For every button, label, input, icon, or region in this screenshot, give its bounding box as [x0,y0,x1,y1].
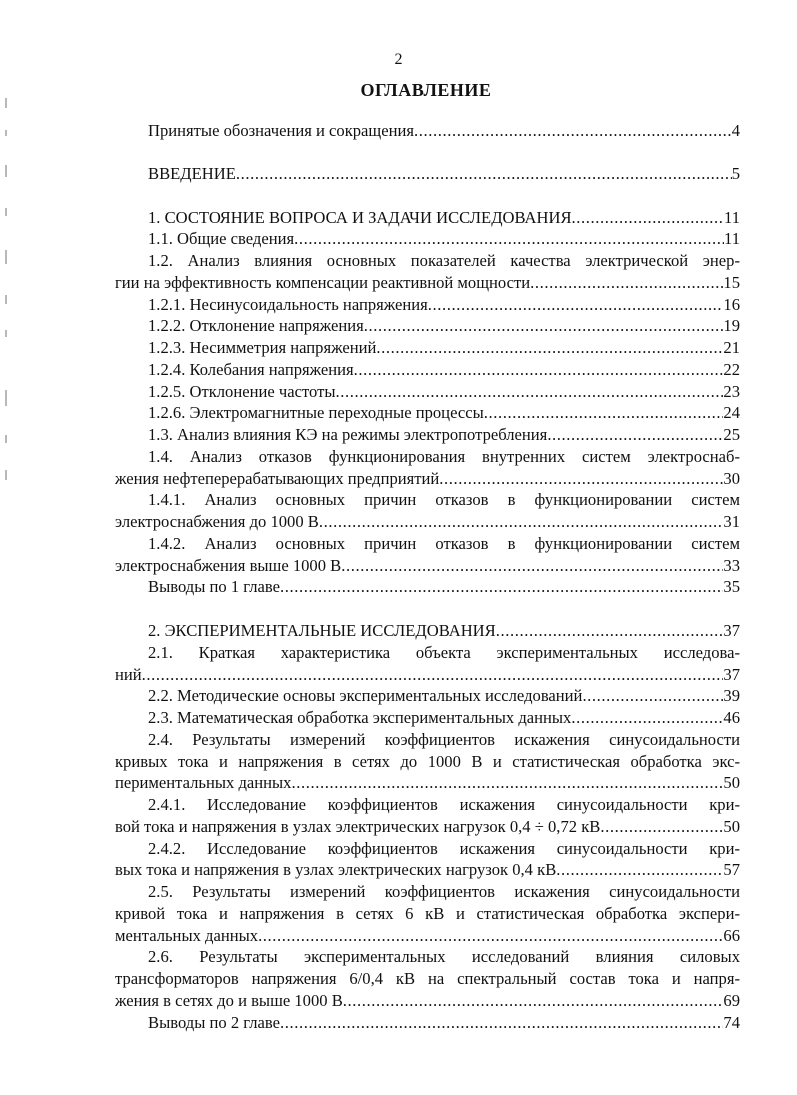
toc-page-number: 30 [723,468,740,488]
toc-entry-2-4-line2[interactable]: кривых тока и напряжения в сетях до 1000 В и статистическая обработка экс- [115,751,740,771]
toc-entry-introduction[interactable]: ВВЕДЕНИЕ ..... 5 [115,163,740,185]
toc-page-number: 37 [723,621,740,640]
toc-entry-2-4-line3[interactable]: периментальных данных ..... 50 [115,772,740,794]
toc-entry-1-2-line2[interactable]: гии на эффективность компенсации реактивной мощности ..... 15 [115,272,740,294]
leader-dots [496,620,724,642]
toc-page-number: 19 [723,316,740,336]
toc-entry-2-6-line2[interactable]: трансформаторов напряжения 6/0,4 кВ на спектральный состав тока и напря- [115,969,740,988]
toc-entry-1-3[interactable]: 1.3. Анализ влияния КЭ на режимы электропотребления ..... 25 [115,424,740,446]
toc-entry-2-2[interactable]: 2.2. Методические основы экспериментальных исследований ..... 39 [115,685,740,707]
leader-dots [530,272,723,294]
leader-dots [547,424,723,446]
toc-entry-conclusions-1[interactable]: Выводы по 1 главе ..... 35 [115,576,740,598]
toc-page-number: 31 [723,512,740,531]
toc-entry-2-4-2-line2[interactable]: вых тока и напряжения в узлах электрических нагрузок 0,4 кВ ..... 57 [115,859,740,881]
toc-entry-2-4-1-line2[interactable]: вой тока и напряжения в узлах электрических нагрузок 0,4 ÷ 0,72 кВ ..... 50 [115,816,740,838]
toc-page-number: 57 [723,860,740,880]
toc-entry-2-3[interactable]: 2.3. Математическая обработка экспериментальных данных ..... 46 [115,707,740,729]
toc-page-number: 15 [723,272,740,292]
toc-page-number: 11 [724,207,740,227]
toc-entry-2-4-line1[interactable]: 2.4. Результаты измерений коэффициентов искажения синусоидальности [148,729,740,749]
toc-entry-conclusions-2[interactable]: Выводы по 2 главе ..... 74 [115,1012,740,1034]
leader-dots [376,337,723,359]
leader-dots [280,1012,723,1034]
toc-entry-2-5-line3[interactable]: ментальных данных ..... 66 [115,925,740,947]
scan-edge-marks [0,90,14,490]
toc-entry-2-5-line2[interactable]: кривой тока и напряжения в сетях 6 кВ и статистическая обработка экспери- [115,903,740,923]
leader-dots [294,228,724,250]
toc-entry-chapter-2[interactable]: 2. ЭКСПЕРИМЕНТАЛЬНЫЕ ИССЛЕДОВАНИЯ ..... 37 [115,620,740,642]
toc-page-number: 23 [723,381,740,401]
toc-page-number: 37 [723,664,740,684]
toc-page-number: 39 [723,686,740,706]
leader-dots [319,511,724,533]
toc-entry-1-4-1-line1[interactable]: 1.4.1. Анализ основных причин отказов в функционировании систем [148,490,740,510]
toc-entry-1-1[interactable]: 1.1. Общие сведения ..... 11 [115,228,740,250]
toc-page-number: 16 [723,294,740,314]
leader-dots [572,207,724,229]
toc-entry-chapter-1[interactable]: 1. СОСТОЯНИЕ ВОПРОСА И ЗАДАЧИ ИССЛЕДОВАНИЯ ..... 11 [115,207,740,229]
toc-page-number: 25 [723,425,740,444]
toc-entry-1-2-3[interactable]: 1.2.3. Несимметрия напряжений ..... 21 [115,337,740,359]
toc-page-number: 24 [723,403,740,423]
leader-dots [556,859,723,881]
toc-entry-2-6-line3[interactable]: жения в сетях до и выше 1000 В ..... 69 [115,990,740,1012]
leader-dots [484,402,724,424]
toc-title: ОГЛАВЛЕНИЕ [360,80,492,100]
leader-dots [280,576,723,598]
toc-entry-1-4-1-line2[interactable]: электроснабжения до 1000 В ..... 31 [115,511,740,533]
toc-page-number: 5 [731,163,740,183]
leader-dots [354,359,724,381]
leader-dots [258,925,723,947]
toc-entry-1-4-line1[interactable]: 1.4. Анализ отказов функционирования внутренних систем электроснаб- [148,446,740,466]
toc-page-number: 33 [723,555,740,575]
toc-entry-1-2-4[interactable]: 1.2.4. Колебания напряжения ..... 22 [115,359,740,381]
toc-entry-2-6-line1[interactable]: 2.6. Результаты экспериментальных исследований влияния силовых [148,947,740,967]
toc-page-number: 50 [723,773,740,793]
table-of-contents [115,120,740,1033]
toc-page-number: 50 [723,816,740,836]
leader-dots [364,315,724,337]
toc-entry-1-4-line2[interactable]: жения нефтеперерабатывающих предприятий ..... 30 [115,468,740,490]
leader-dots [291,772,723,794]
toc-entry-1-2-6[interactable]: 1.2.6. Электромагнитные переходные процессы ..... 24 [115,402,740,424]
leader-dots [335,381,723,403]
leader-dots [142,664,724,686]
toc-entry-1-2-5[interactable]: 1.2.5. Отклонение частоты ..... 23 [115,381,740,403]
toc-entry-1-4-2-line2[interactable]: электроснабжения выше 1000 В ..... 33 [115,555,740,577]
leader-dots [341,555,723,577]
toc-page-number: 66 [723,925,740,945]
toc-entry-notation[interactable]: Принятые обозначения и сокращения ..... 4 [115,120,740,142]
toc-entry-2-1-line2[interactable]: ний ..... 37 [115,664,740,686]
leader-dots [236,163,732,185]
toc-page-number: 11 [724,229,740,249]
toc-entry-1-2-1[interactable]: 1.2.1. Несинусоидальность напряжения ..... 16 [115,294,740,316]
leader-dots [571,707,723,729]
toc-page-number: 4 [731,121,740,140]
toc-entry-2-4-1-line1[interactable]: 2.4.1. Исследование коэффициентов искажения синусоидальности кри- [148,795,740,814]
toc-entry-2-4-2-line1[interactable]: 2.4.2. Исследование коэффициентов искажения синусоидальности кри- [148,838,740,858]
toc-entry-1-2-line1[interactable]: 1.2. Анализ влияния основных показателей качества электрической энер- [148,251,740,270]
toc-entry-2-1-line1[interactable]: 2.1. Краткая характеристика объекта экспериментальных исследова- [148,642,740,662]
toc-page-number: 46 [723,708,740,727]
leader-dots [439,468,723,490]
toc-entry-1-4-2-line1[interactable]: 1.4.2. Анализ основных причин отказов в функционировании систем [148,533,740,553]
leader-dots [343,990,724,1012]
page-number: 2 [394,51,403,68]
toc-page-number: 22 [723,359,740,379]
toc-entry-1-2-2[interactable]: 1.2.2. Отклонение напряжения ..... 19 [115,315,740,337]
toc-page-number: 35 [723,577,740,597]
leader-dots [582,685,723,707]
leader-dots [600,816,723,838]
toc-page-number: 74 [723,1012,740,1032]
toc-page-number: 69 [723,990,740,1010]
toc-page-number: 21 [723,338,740,357]
leader-dots [414,120,732,142]
toc-entry-2-5-line1[interactable]: 2.5. Результаты измерений коэффициентов искажения синусоидальности [148,882,740,901]
leader-dots [428,294,724,316]
